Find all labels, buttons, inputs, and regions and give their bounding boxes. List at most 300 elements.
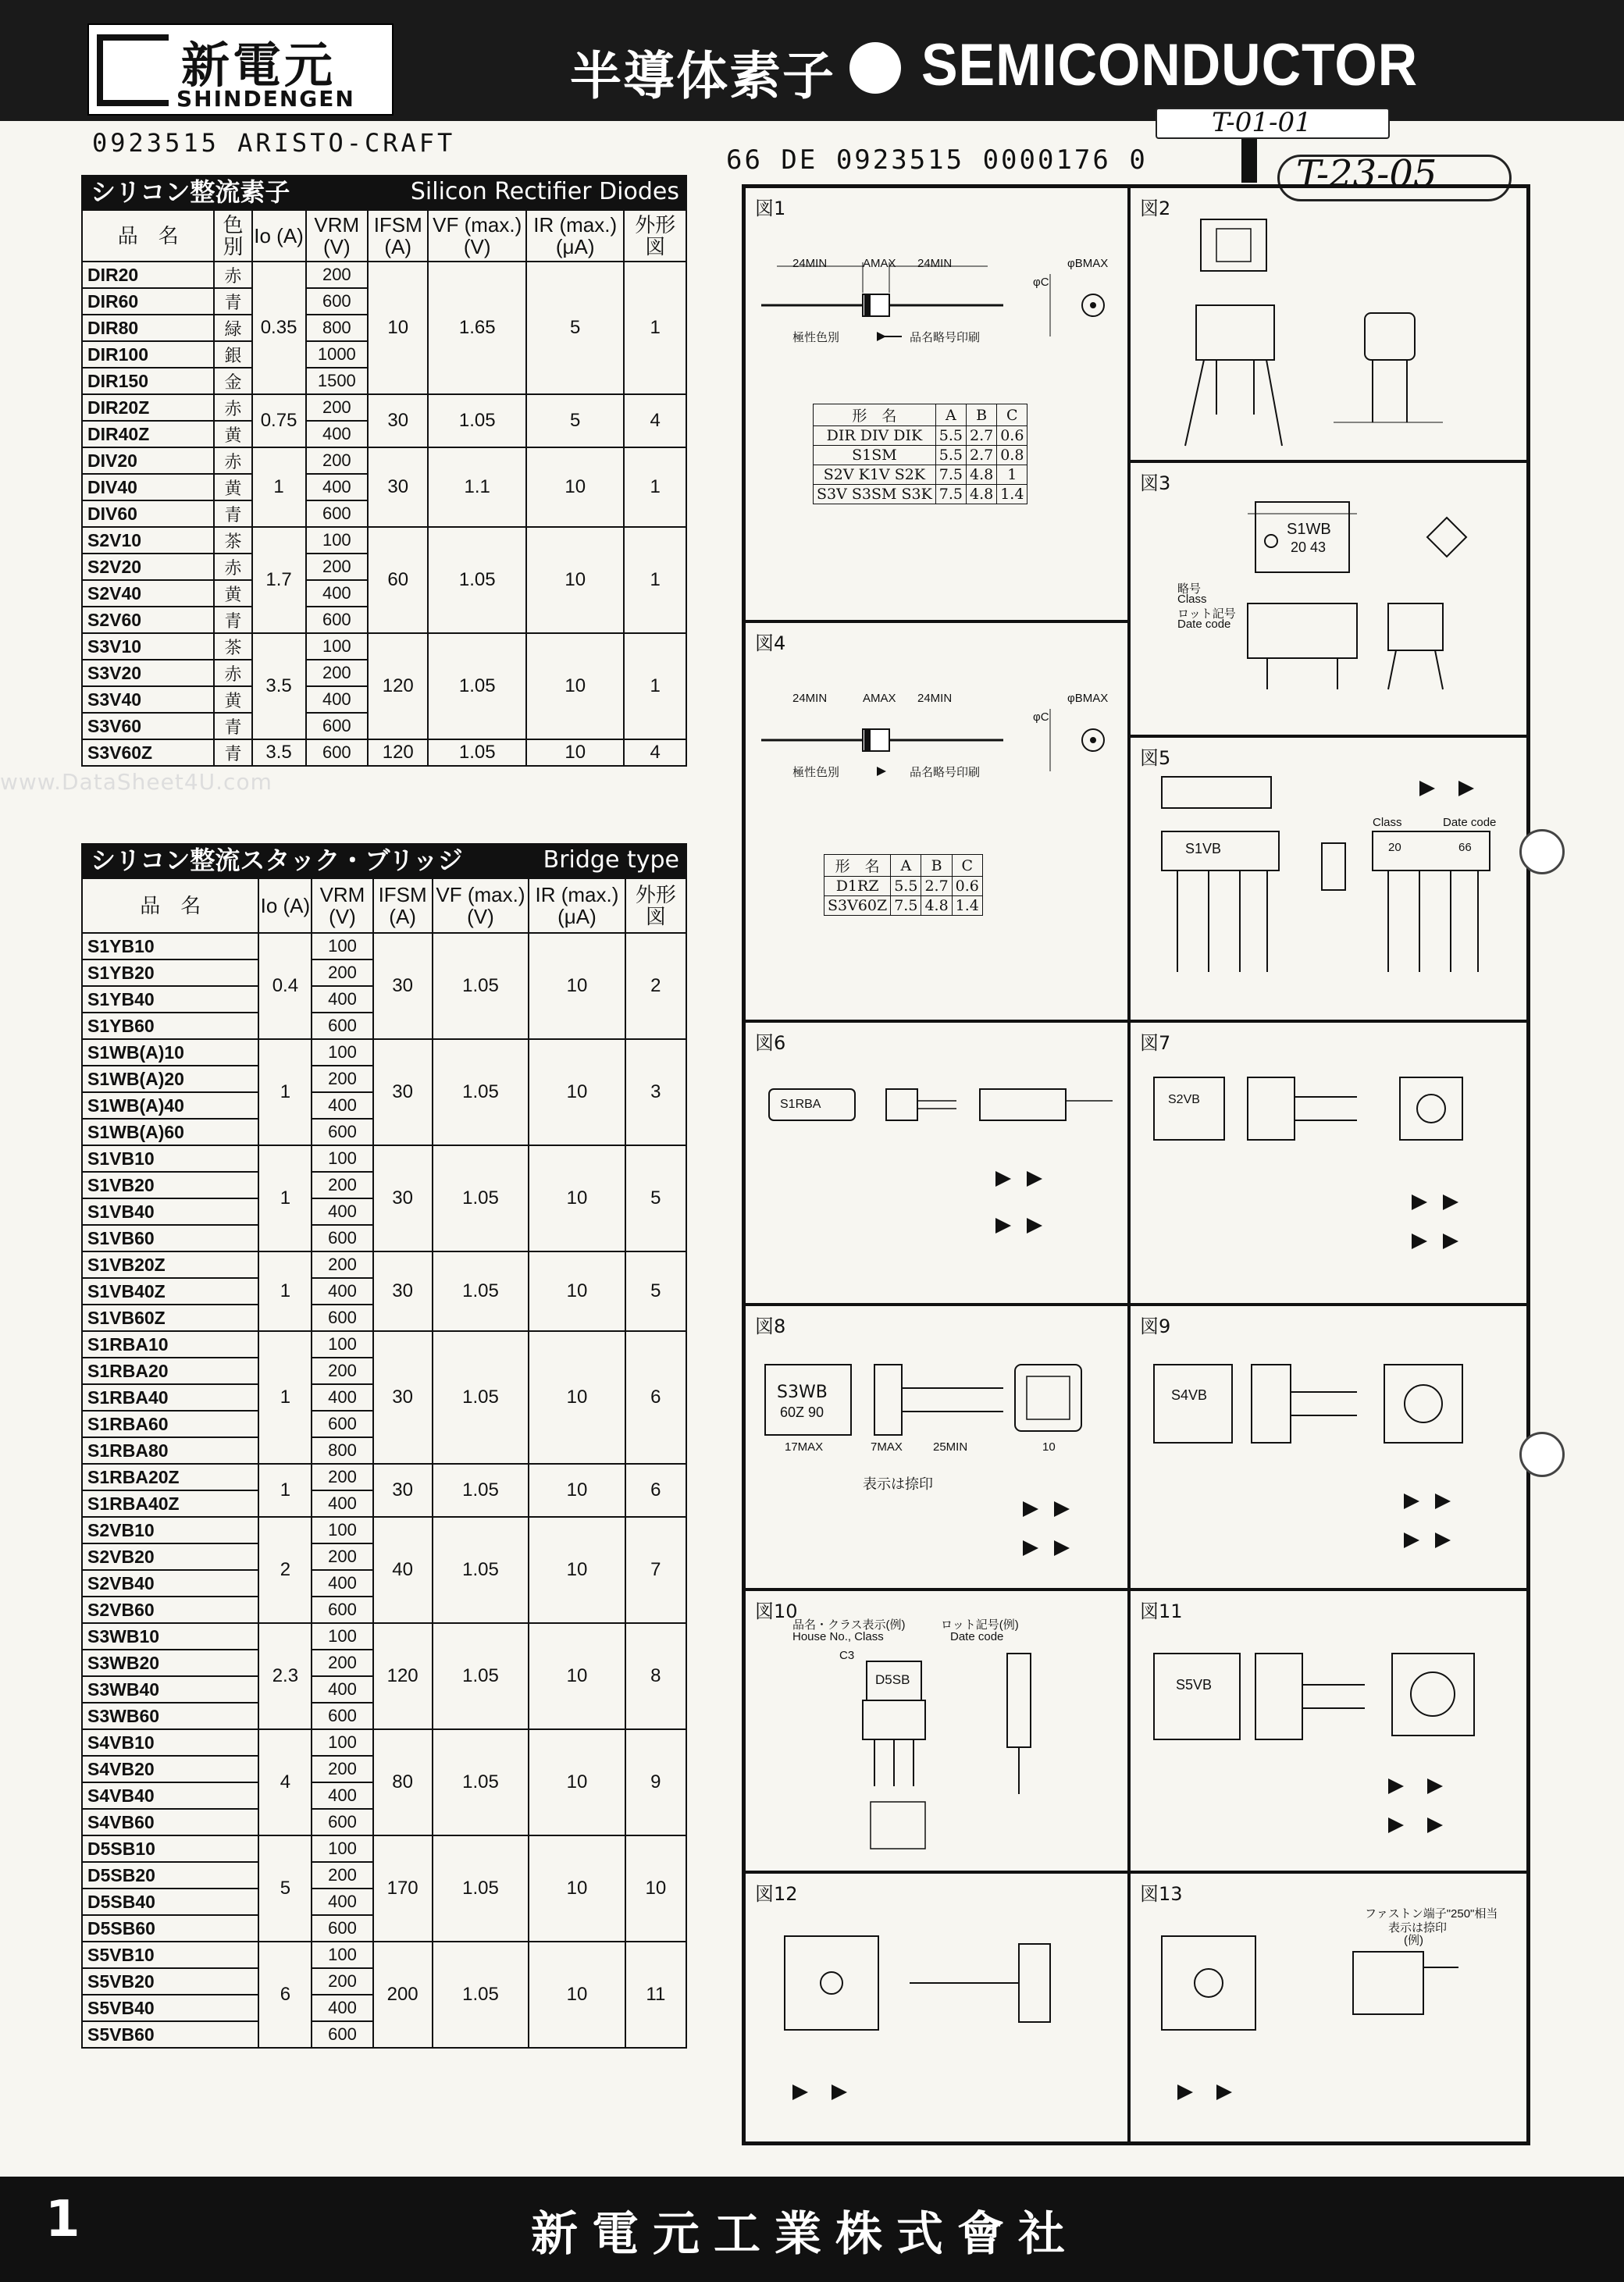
bridge-title-jp: シリコン整流スタック・ブリッジ <box>91 846 463 875</box>
vrm-value: 600 <box>312 1013 372 1039</box>
vf-value: 1.05 <box>433 1623 529 1729</box>
bullet-dot-icon <box>849 42 901 94</box>
color-code: 黄 <box>214 686 251 713</box>
part-name: DIR20Z <box>82 394 214 421</box>
mini-table-cell: S1SM <box>814 446 936 465</box>
figure-ref: 4 <box>624 394 686 447</box>
part-name: S1VB40 <box>82 1198 258 1225</box>
io-value: 1 <box>258 1039 312 1145</box>
axial-diode-fig4-drawing <box>746 623 1129 1021</box>
mini-table-cell: 0.6 <box>997 426 1027 446</box>
figure-1 <box>744 187 1129 621</box>
part-name: S1RBA20 <box>82 1358 258 1384</box>
fig3-note-abbrev: 略号 <box>1177 582 1202 596</box>
bridge-fig7-drawing <box>1131 1023 1528 1305</box>
part-name: DIR80 <box>82 315 214 341</box>
ir-value: 10 <box>529 933 625 1039</box>
vrm-value: 100 <box>312 1517 372 1543</box>
vrm-value: 600 <box>312 1119 372 1145</box>
fig3-code: 20 43 <box>1291 539 1327 555</box>
figure-11 <box>1129 1590 1528 1872</box>
vrm-value: 400 <box>312 1278 372 1305</box>
table-row <box>82 633 686 660</box>
ir-value: 10 <box>529 1835 625 1942</box>
figure-label: 図5 <box>1140 747 1171 769</box>
io-value: 1 <box>258 1331 312 1464</box>
part-name: S2V10 <box>82 527 214 554</box>
figure-13 <box>1129 1872 1528 2143</box>
fig1-dim-len2: 24MIN <box>917 257 953 270</box>
io-value: 3.5 <box>252 739 306 766</box>
figure-label: 図12 <box>755 1883 798 1905</box>
ir-value: 10 <box>529 1623 625 1729</box>
logo-square-icon <box>97 34 169 106</box>
part-name: S2V60 <box>82 607 214 633</box>
figure-ref: 10 <box>625 1835 686 1942</box>
vrm-value: 100 <box>312 1331 372 1358</box>
vrm-value: 600 <box>312 1597 372 1623</box>
mini-table-cell: 5.5 <box>935 426 966 446</box>
figure-ref: 8 <box>625 1623 686 1729</box>
fig1-dim-body: AMAX <box>863 257 896 270</box>
vrm-value: 1500 <box>306 368 368 394</box>
figure-label: 図6 <box>755 1032 786 1054</box>
part-name: S1RBA20Z <box>82 1464 258 1490</box>
vf-value: 1.05 <box>428 394 526 447</box>
fig10-part-label: D5SB <box>875 1672 910 1687</box>
figure-10 <box>744 1590 1129 1872</box>
part-name: DIR100 <box>82 341 214 368</box>
vrm-value: 100 <box>312 1623 372 1650</box>
table-row <box>82 1464 686 1490</box>
fig10-note-house: House No., Class <box>792 1630 884 1643</box>
vrm-value: 200 <box>312 1172 372 1198</box>
part-name: S1YB20 <box>82 959 258 986</box>
bridge-fig12-drawing <box>746 1874 1129 2143</box>
part-name: S4VB60 <box>82 1809 258 1835</box>
color-code: 青 <box>214 607 251 633</box>
color-code: 青 <box>214 739 251 766</box>
ir-value: 10 <box>526 739 625 766</box>
color-code: 青 <box>214 713 251 739</box>
fig5-code2: 66 <box>1458 841 1472 854</box>
diode-table <box>81 209 687 767</box>
part-name: S5VB20 <box>82 1968 258 1995</box>
vrm-value: 400 <box>312 986 372 1013</box>
fig8-dim-25min: 25MIN <box>933 1440 968 1454</box>
color-code: 黄 <box>214 580 251 607</box>
figure-ref: 1 <box>624 527 686 633</box>
header-vrm: VRM (V) <box>312 878 372 933</box>
header-title-en: SEMICONDUCTOR <box>921 32 1419 98</box>
figure-5 <box>1129 736 1528 1021</box>
fig8-part-label: S3WB <box>777 1383 828 1402</box>
vrm-value: 400 <box>312 1995 372 2021</box>
diode-table-title <box>81 175 687 209</box>
mini-table-cell: 7.5 <box>891 896 921 916</box>
part-name: S1RBA40 <box>82 1384 258 1411</box>
ifsm-value: 120 <box>368 739 428 766</box>
company-logo <box>87 23 394 116</box>
header-io: Io (A) <box>252 210 306 262</box>
mini-table-cell: 4.8 <box>967 485 997 504</box>
bridge-table <box>81 878 687 2049</box>
mini-table-cell: 0.8 <box>997 446 1027 465</box>
mini-table-header <box>824 855 983 877</box>
ifsm-value: 80 <box>373 1729 433 1835</box>
ir-value: 10 <box>526 447 625 527</box>
vrm-value: 100 <box>312 1145 372 1172</box>
mini-table-row <box>814 465 1027 485</box>
fig1-note-polarity: 極性色別 <box>792 331 840 344</box>
part-name: S1VB20Z <box>82 1251 258 1278</box>
bridge-title-en: Bridge type <box>543 846 679 874</box>
part-name: S2V40 <box>82 580 214 607</box>
io-value: 0.35 <box>252 262 306 394</box>
io-value: 6 <box>258 1942 312 2048</box>
header-ifsm: IFSM (A) <box>368 210 428 262</box>
vrm-value: 200 <box>312 1968 372 1995</box>
figure-label: 図4 <box>755 632 786 654</box>
part-name: S2VB40 <box>82 1570 258 1597</box>
part-name: D5SB10 <box>82 1835 258 1862</box>
mini-table-cell: 5.5 <box>891 877 921 896</box>
figure-9 <box>1129 1305 1528 1590</box>
ifsm-value: 30 <box>373 1464 433 1517</box>
header-vf: VF (max.) (V) <box>428 210 526 262</box>
part-name: DIV60 <box>82 500 214 527</box>
part-name: DIR60 <box>82 288 214 315</box>
vrm-value: 600 <box>312 1703 372 1729</box>
vrm-value: 200 <box>312 1066 372 1092</box>
part-name: S3WB20 <box>82 1650 258 1676</box>
mini-table-cell: 5.5 <box>935 446 966 465</box>
table-row <box>82 1623 686 1650</box>
part-name: S1WB(A)20 <box>82 1066 258 1092</box>
mini-table-cell: 4.8 <box>967 465 997 485</box>
mini-table-heading: 形 名 <box>814 404 936 426</box>
figure-6 <box>744 1021 1129 1305</box>
mini-table-heading: B <box>921 855 952 877</box>
vrm-value: 400 <box>312 1198 372 1225</box>
fig13-note-print: 表示は捺印 <box>1388 1921 1448 1935</box>
part-name: S1VB20 <box>82 1172 258 1198</box>
fig11-part-label: S5VB <box>1176 1677 1213 1693</box>
fig4-dim-len2: 24MIN <box>917 692 953 705</box>
fig1-dim-dc: φC <box>1033 276 1049 289</box>
mini-table-cell: D1RZ <box>824 877 891 896</box>
figure-4 <box>744 621 1129 1021</box>
vrm-value: 100 <box>312 1039 372 1066</box>
part-name: S1WB(A)60 <box>82 1119 258 1145</box>
vrm-value: 200 <box>312 1543 372 1570</box>
document-code-line: 0923515 ARISTO-CRAFT <box>92 128 456 158</box>
io-value: 0.4 <box>258 933 312 1039</box>
ifsm-value: 30 <box>368 447 428 527</box>
bridge-fig5-drawing <box>1131 738 1528 1021</box>
part-name: S1VB60 <box>82 1225 258 1251</box>
bridge-fig6-drawing <box>746 1023 1129 1305</box>
figure-ref: 9 <box>625 1729 686 1835</box>
logo-english: SHINDENGEN <box>176 86 355 112</box>
io-value: 1.7 <box>252 527 306 633</box>
mini-table-cell: 7.5 <box>935 465 966 485</box>
part-name: S1RBA80 <box>82 1437 258 1464</box>
part-name: DIV20 <box>82 447 214 474</box>
handwritten-code-top: T-01-01 <box>1156 108 1390 139</box>
figure-ref: 11 <box>625 1942 686 2048</box>
mini-table-heading: A <box>935 404 966 426</box>
ir-value: 10 <box>526 527 625 633</box>
figure-label: 図8 <box>755 1315 786 1337</box>
table-row <box>82 1517 686 1543</box>
vf-value: 1.1 <box>428 447 526 527</box>
mini-table-cell: 1.4 <box>952 896 982 916</box>
fig3-part-label: S1WB <box>1287 521 1331 538</box>
table-row <box>82 1331 686 1358</box>
mini-table-cell: 2.7 <box>921 877 952 896</box>
fig1-dim-len1: 24MIN <box>792 257 828 270</box>
io-value: 5 <box>258 1835 312 1942</box>
mini-table-cell: 4.8 <box>921 896 952 916</box>
figure-label: 図1 <box>755 198 786 219</box>
figure-label: 図10 <box>755 1600 798 1622</box>
fig5-class: Class <box>1373 816 1402 829</box>
mini-table-heading: A <box>891 855 921 877</box>
fig13-note-example: (例) <box>1404 1934 1423 1947</box>
table-row <box>82 1145 686 1172</box>
fig8-note: 表示は捺印 <box>863 1476 933 1492</box>
figure-ref: 7 <box>625 1517 686 1623</box>
part-name: S1YB40 <box>82 986 258 1013</box>
vf-value: 1.05 <box>433 933 529 1039</box>
part-name: S3V20 <box>82 660 214 686</box>
fig8-dim-17max: 17MAX <box>785 1440 824 1454</box>
ir-value: 10 <box>529 1729 625 1835</box>
figure-ref: 5 <box>625 1145 686 1251</box>
figure-label: 図9 <box>1140 1315 1171 1337</box>
part-name: S3WB10 <box>82 1623 258 1650</box>
vrm-value: 600 <box>312 1915 372 1942</box>
part-name: S4VB40 <box>82 1782 258 1809</box>
vrm-value: 1000 <box>306 341 368 368</box>
color-code: 茶 <box>214 633 251 660</box>
fig3-note-lot: ロット記号 <box>1177 607 1236 621</box>
mini-table-cell: 7.5 <box>935 485 966 504</box>
mini-table-cell: 2.7 <box>967 446 997 465</box>
bridge-table-title <box>81 843 687 878</box>
fig5-date: Date code <box>1443 816 1497 829</box>
fig4-note-polarity: 極性色別 <box>792 766 840 779</box>
part-name: S2VB20 <box>82 1543 258 1570</box>
vrm-value: 100 <box>312 1942 372 1968</box>
color-code: 赤 <box>214 262 251 288</box>
header-ifsm: IFSM (A) <box>373 878 433 933</box>
ifsm-value: 200 <box>373 1942 433 2048</box>
ifsm-value: 30 <box>373 1039 433 1145</box>
io-value: 0.75 <box>252 394 306 447</box>
vrm-value: 100 <box>306 527 368 554</box>
ifsm-value: 120 <box>368 633 428 739</box>
vrm-value: 200 <box>312 959 372 986</box>
part-name: S1WB(A)40 <box>82 1092 258 1119</box>
color-code: 赤 <box>214 394 251 421</box>
figure-12 <box>744 1872 1129 2143</box>
company-name: 新電元工業株式會社 <box>531 2207 1079 2262</box>
vf-value: 1.05 <box>428 633 526 739</box>
mini-table-cell: 1 <box>997 465 1027 485</box>
mini-table-heading: C <box>952 855 982 877</box>
fig3-note-class: Class <box>1177 593 1207 606</box>
mini-table-cell: 2.7 <box>967 426 997 446</box>
vrm-value: 800 <box>306 315 368 341</box>
vrm-value: 400 <box>306 474 368 500</box>
io-value: 2.3 <box>258 1623 312 1729</box>
ir-value: 10 <box>529 1517 625 1623</box>
fig10-note-date: Date code <box>950 1630 1004 1643</box>
vf-value: 1.05 <box>433 1729 529 1835</box>
part-name: DIV40 <box>82 474 214 500</box>
part-name: S1VB40Z <box>82 1278 258 1305</box>
vrm-value: 400 <box>306 686 368 713</box>
mini-table-row <box>814 446 1027 465</box>
vf-value: 1.05 <box>433 1464 529 1517</box>
handwritten-ref: T-23-05 <box>1296 152 1437 196</box>
mini-table-row <box>824 896 983 916</box>
fig4-dim-len1: 24MIN <box>792 692 828 705</box>
vrm-value: 600 <box>312 1411 372 1437</box>
header-fig: 外形図 <box>624 210 686 262</box>
vf-value: 1.65 <box>428 262 526 394</box>
figure-ref: 1 <box>624 262 686 394</box>
part-name: S2VB60 <box>82 1597 258 1623</box>
fig5-code1: 20 <box>1388 841 1401 854</box>
part-name: S3V40 <box>82 686 214 713</box>
figure-label: 図3 <box>1140 472 1171 494</box>
fax-code-line: 66 DE 0923515 0000176 0 <box>726 144 1148 176</box>
mini-table-row <box>814 426 1027 446</box>
ifsm-value: 120 <box>373 1623 433 1729</box>
vrm-value: 200 <box>312 1464 372 1490</box>
color-code: 茶 <box>214 527 251 554</box>
bridge-fig11-drawing <box>1131 1591 1528 1872</box>
vf-value: 1.05 <box>433 1942 529 2048</box>
figure-8 <box>744 1305 1129 1590</box>
vf-value: 1.05 <box>433 1145 529 1251</box>
part-name: DIR20 <box>82 262 214 288</box>
color-code: 青 <box>214 500 251 527</box>
figure-label: 図11 <box>1140 1600 1183 1622</box>
io-value: 2 <box>258 1517 312 1623</box>
mini-table-heading: C <box>997 404 1027 426</box>
mini-table-heading: B <box>967 404 997 426</box>
table-row <box>82 1942 686 1968</box>
table-row <box>82 262 686 288</box>
mini-table-cell: S2V K1V S2K <box>814 465 936 485</box>
io-value: 1 <box>258 1145 312 1251</box>
part-name: S1RBA40Z <box>82 1490 258 1517</box>
color-code: 黄 <box>214 421 251 447</box>
vrm-value: 100 <box>312 933 372 959</box>
ir-value: 10 <box>529 1145 625 1251</box>
vrm-value: 400 <box>312 1782 372 1809</box>
figure-ref: 5 <box>625 1251 686 1331</box>
vrm-value: 200 <box>306 554 368 580</box>
mini-table-cell: 1.4 <box>997 485 1027 504</box>
figure-label: 図7 <box>1140 1032 1171 1054</box>
part-name: S1WB(A)10 <box>82 1039 258 1066</box>
vrm-value: 400 <box>306 421 368 447</box>
part-name: DIR150 <box>82 368 214 394</box>
figure-label: 図2 <box>1140 198 1171 219</box>
part-name: S2VB10 <box>82 1517 258 1543</box>
header-ir: IR (max.) (μA) <box>526 210 625 262</box>
ir-value: 5 <box>526 394 625 447</box>
vrm-value: 100 <box>306 633 368 660</box>
vrm-value: 400 <box>312 1490 372 1517</box>
vrm-value: 600 <box>306 607 368 633</box>
fig10-note-name: 品名・クラス表示(例) <box>792 1618 906 1632</box>
part-name: S1YB10 <box>82 933 258 959</box>
part-name: S5VB40 <box>82 1995 258 2021</box>
fig4-dim-dia: φBMAX <box>1067 692 1109 705</box>
vrm-value: 400 <box>312 1384 372 1411</box>
diode-title-en: Silicon Rectifier Diodes <box>410 178 679 205</box>
fax-marker-bar <box>1241 139 1257 183</box>
part-name: S1VB60Z <box>82 1305 258 1331</box>
vrm-value: 200 <box>312 1756 372 1782</box>
mini-table-cell: DIR DIV DIK <box>814 426 936 446</box>
vrm-value: 400 <box>312 1889 372 1915</box>
table-row <box>82 447 686 474</box>
io-value: 1 <box>258 1464 312 1517</box>
part-name: S1RBA60 <box>82 1411 258 1437</box>
header-color: 色別 <box>214 210 251 262</box>
vrm-value: 400 <box>312 1676 372 1703</box>
vrm-value: 200 <box>306 660 368 686</box>
part-name: S4VB20 <box>82 1756 258 1782</box>
io-value: 4 <box>258 1729 312 1835</box>
figure-label: 図13 <box>1140 1883 1183 1905</box>
header-vrm: VRM (V) <box>306 210 368 262</box>
vrm-value: 800 <box>312 1437 372 1464</box>
fig5-part-label: S1VB <box>1185 841 1222 856</box>
mini-table-row <box>814 485 1027 504</box>
color-code: 黄 <box>214 474 251 500</box>
table-row <box>82 527 686 554</box>
vf-value: 1.05 <box>433 1835 529 1942</box>
fig4-dimension-table <box>824 854 983 916</box>
io-value: 1 <box>258 1251 312 1331</box>
ifsm-value: 30 <box>368 394 428 447</box>
vrm-value: 600 <box>312 1305 372 1331</box>
header-title-jp: 半導体素子 <box>570 46 835 106</box>
ifsm-value: 30 <box>373 1251 433 1331</box>
vrm-value: 200 <box>306 262 368 288</box>
fig8-dim-10: 10 <box>1042 1440 1056 1454</box>
ifsm-value: 10 <box>368 262 428 394</box>
part-name: S2V20 <box>82 554 214 580</box>
vrm-value: 200 <box>312 1862 372 1889</box>
logo-kanji: 新電元 <box>181 37 337 94</box>
ifsm-value: 40 <box>373 1517 433 1623</box>
fig6-part-label: S1RBA <box>780 1098 821 1111</box>
part-name: S4VB10 <box>82 1729 258 1756</box>
part-name: S1VB10 <box>82 1145 258 1172</box>
outline-figures-grid <box>742 184 1530 2145</box>
ifsm-value: 30 <box>373 1145 433 1251</box>
watermark: www.DataSheet4U.com <box>0 769 272 795</box>
